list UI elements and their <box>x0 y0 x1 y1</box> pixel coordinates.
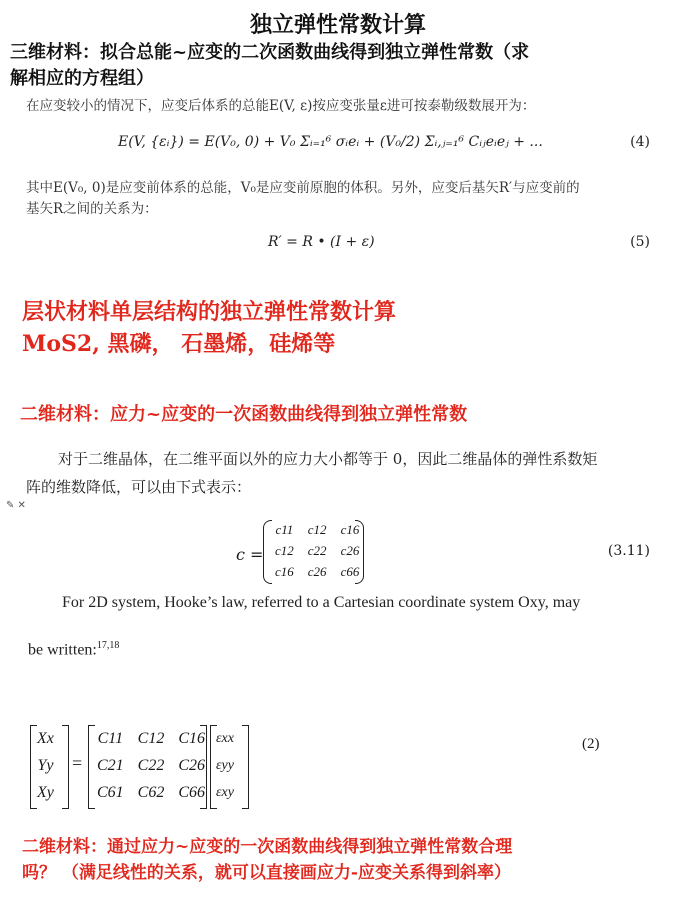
stress-vector-cell: Xy <box>37 783 54 801</box>
matrix-c-cell: c16 <box>340 521 360 537</box>
matrix-c-cell: c22 <box>307 542 327 558</box>
stiffness-matrix-cell: C26 <box>178 756 206 774</box>
page-title: 独立弹性常数计算 <box>249 12 426 38</box>
stress-vector <box>30 725 61 806</box>
stiffness-matrix-cell: C12 <box>137 729 165 747</box>
section-2d-paragraph-line1: 对于二维晶体，在二维平面以外的应力大小都等于 0，因此二维晶体的弹性系数矩 <box>58 450 598 468</box>
equation-5-row <box>0 232 676 256</box>
question-note <box>22 834 662 886</box>
section-3d-description <box>26 178 666 220</box>
stiffness-matrix-cell: C62 <box>137 783 165 801</box>
layered-materials-note <box>22 296 662 360</box>
equals-sign: = <box>72 753 83 773</box>
stress-vector-cell: Xx <box>37 729 54 747</box>
equation-5: R′ = R • (I + ε) <box>268 234 375 250</box>
matrix-c-label: c = <box>236 545 264 564</box>
stiffness-matrix-cell: C66 <box>178 783 206 801</box>
equation-3-11-number: (3.11) <box>607 543 650 559</box>
matrix-c-cell: c12 <box>307 521 327 537</box>
equation-2-number: (2) <box>582 736 600 752</box>
stiffness-matrix <box>90 725 212 806</box>
section-3d-description-line1: 其中E(V₀, 0)是应变前体系的总能，V₀是应变前原胞的体积。另外，应变后基矢R′与应变前的 <box>26 180 580 196</box>
section-3d-heading-line2: 解相应的方程组） <box>10 68 154 89</box>
strain-vector <box>212 725 238 806</box>
hooke-law-reference: 17,18 <box>96 640 120 651</box>
matrix-c-cell: c12 <box>275 542 294 558</box>
section-2d-paragraph <box>26 445 666 501</box>
strain-vector-cell: εxx <box>216 730 234 746</box>
strain-vector-cell: εxy <box>216 784 234 800</box>
section-3d-heading <box>10 40 670 92</box>
section-2d-paragraph-line2: 阵的维数降低，可以由下式表示： <box>26 478 252 496</box>
matrix-c-cell: c11 <box>275 521 294 537</box>
equation-4: E(V, {εᵢ}) = E(V₀, 0) + V₀ Σᵢ₌₁⁶ σᵢeᵢ + (V₀/2) Σᵢ,ⱼ₌₁⁶ Cᵢⱼeᵢeⱼ + ... <box>118 134 543 150</box>
hooke-law-line1: For 2D system, Hooke’s law, referred to a Cartesian coordinate system Oxy, may <box>62 594 581 611</box>
stiffness-matrix-cell: C16 <box>178 729 206 747</box>
matrix-c-cell: c16 <box>275 563 294 579</box>
stiffness-matrix-cell: C11 <box>97 729 124 747</box>
hooke-law-text: be written: <box>28 641 97 659</box>
strain-vector-cell: εyy <box>216 757 234 773</box>
floating-toolbar[interactable]: ✎ ✕ <box>6 500 26 511</box>
section-3d-description-line2: 基矢R之间的关系为： <box>26 201 158 217</box>
vector-left-close-bracket <box>62 725 69 809</box>
stiffness-matrix-cell: C22 <box>137 756 165 774</box>
equation-4-row <box>0 124 676 168</box>
stiffness-matrix-cell: C61 <box>97 783 124 801</box>
hooke-law-line2 <box>28 640 119 659</box>
matrix-c-cell: c26 <box>307 563 327 579</box>
question-line2: 吗？ （满足线性的关系，就可以直接画应力-应变关系得到斜率） <box>22 863 511 883</box>
section-3d-heading-line1: 三维材料：拟合总能~应变的二次函数曲线得到独立弹性常数（求 <box>10 42 530 63</box>
section-2d-heading: 二维材料：应力~应变的一次函数曲线得到独立弹性常数 <box>20 404 468 425</box>
layered-materials-line2: MoS2, 黑磷， 石墨烯，硅烯等 <box>22 331 336 357</box>
stiffness-matrix-cell: C21 <box>97 756 124 774</box>
strain-vector-close-bracket <box>242 725 249 809</box>
matrix-c-cell: c66 <box>340 563 360 579</box>
equation-4-number: (4) <box>630 134 650 150</box>
matrix-c <box>268 519 366 582</box>
layered-materials-line1: 层状材料单层结构的独立弹性常数计算 <box>22 299 397 325</box>
equation-5-number: (5) <box>630 234 650 250</box>
stress-vector-cell: Yy <box>37 756 54 774</box>
matrix-c-cell: c26 <box>340 542 360 558</box>
question-line1: 二维材料：通过应力~应变的一次函数曲线得到独立弹性常数合理 <box>22 837 513 857</box>
section-3d-intro: 在应变较小的情况下，应变后体系的总能E(V, ε)按应变张量ε进可按泰勒级数展开为： <box>26 98 536 114</box>
